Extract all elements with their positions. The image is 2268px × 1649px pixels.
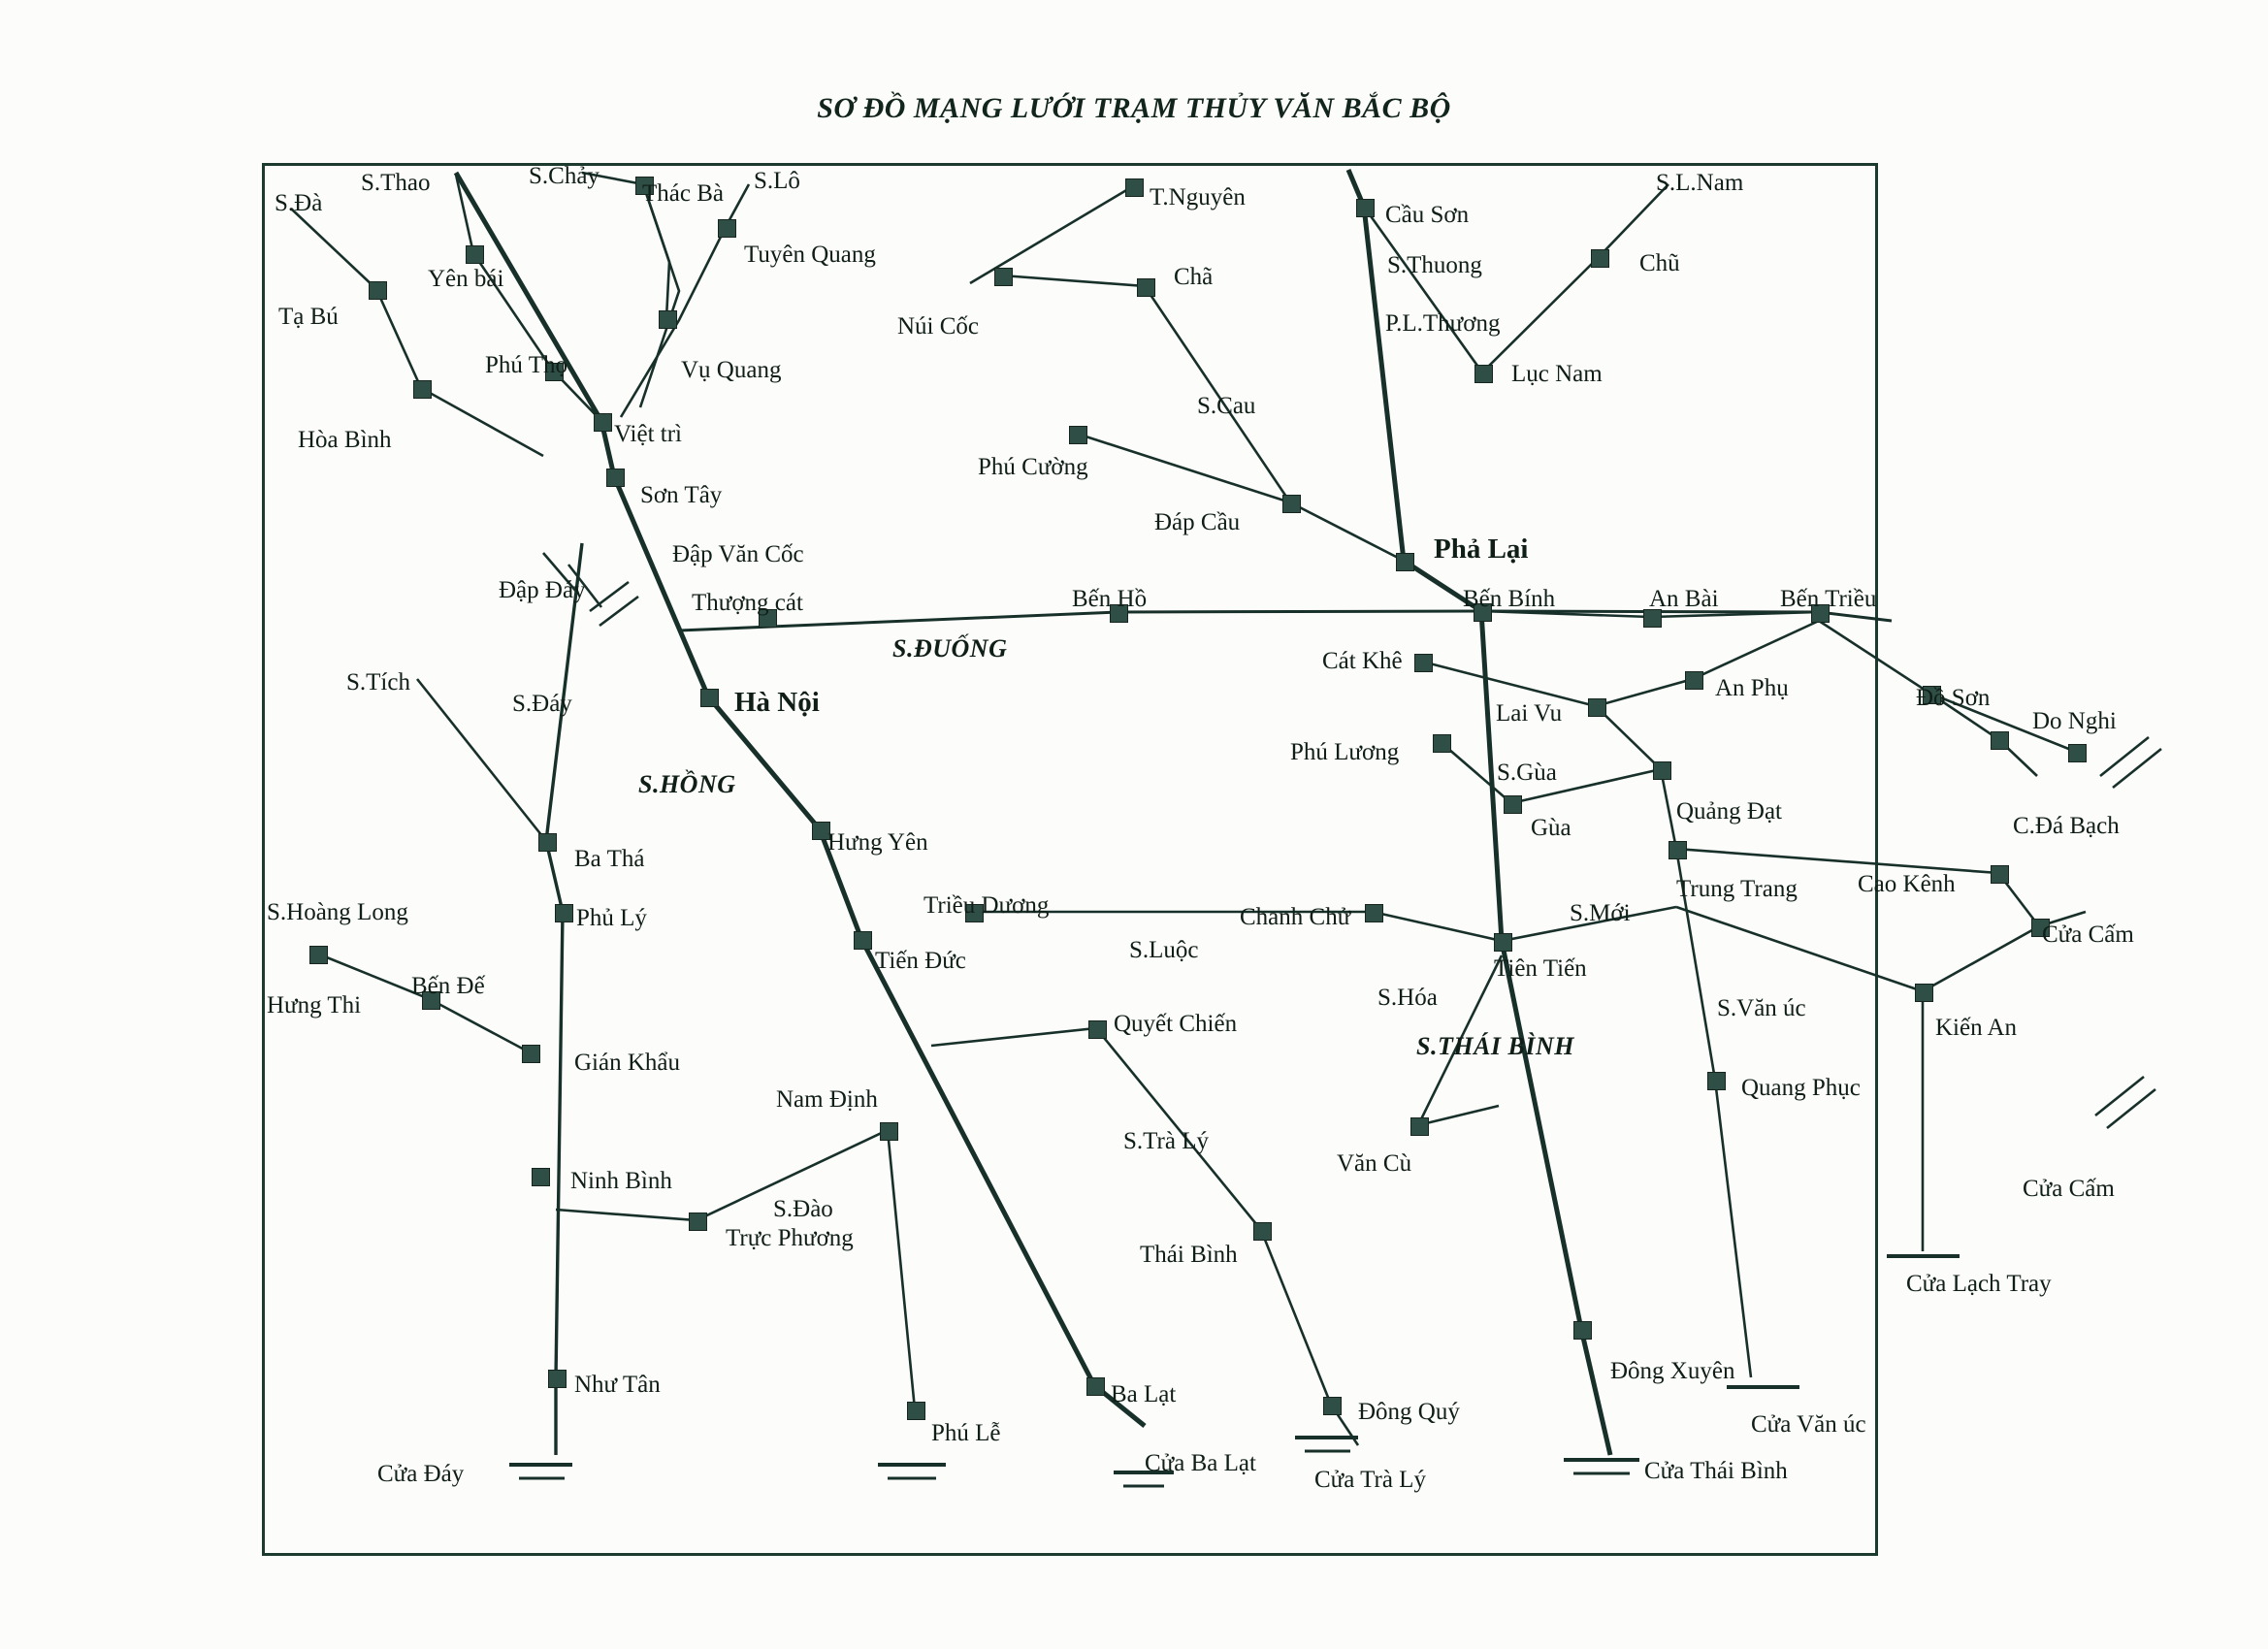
station-label: Cửa Văn úc	[1751, 1411, 1866, 1438]
station-label: Phú Lễ	[931, 1420, 1001, 1446]
station-marker[interactable]	[522, 1045, 540, 1063]
station-marker[interactable]	[1669, 841, 1687, 859]
station-label: T.Nguyên	[1150, 184, 1246, 210]
station-label: Bến Triều	[1780, 586, 1877, 612]
station-marker[interactable]	[689, 1212, 707, 1231]
station-marker[interactable]	[994, 268, 1013, 286]
station-label: P.L.Thương	[1385, 310, 1501, 337]
river-label: S.Đà	[275, 190, 323, 216]
station-marker[interactable]	[1125, 178, 1144, 197]
station-marker[interactable]	[1991, 865, 2009, 884]
river-label: S.Cau	[1197, 393, 1256, 419]
station-marker[interactable]	[1365, 904, 1383, 922]
station-label: Cửa Cấm	[2023, 1176, 2115, 1202]
station-marker[interactable]	[309, 946, 328, 964]
station-label: Ba Thá	[574, 846, 645, 872]
station-marker[interactable]	[1414, 654, 1433, 672]
station-marker[interactable]	[718, 219, 736, 238]
river-label: S.Lô	[754, 168, 800, 194]
river-label: S.Luộc	[1129, 937, 1199, 963]
river-label: S.HỒNG	[638, 770, 736, 798]
page-title: SƠ ĐỒ MẠNG LƯỚI TRẠM THỦY VĂN BẮC BỘ	[817, 92, 1451, 124]
station-marker[interactable]	[548, 1370, 567, 1388]
station-label: Cửa Thái Bình	[1644, 1458, 1788, 1484]
station-label: Đập Văn Cốc	[672, 541, 804, 567]
station-marker[interactable]	[1137, 278, 1155, 297]
station-marker[interactable]	[1069, 426, 1087, 444]
station-label: Hà Nội	[734, 687, 820, 718]
station-marker[interactable]	[1685, 671, 1703, 690]
station-marker[interactable]	[1086, 1377, 1105, 1396]
station-label: Trung Trang	[1676, 876, 1798, 902]
station-marker[interactable]	[854, 931, 872, 950]
station-label: An Bài	[1649, 586, 1719, 612]
station-label: Đồ Sơn	[1916, 685, 1991, 711]
station-label: Đông Quý	[1358, 1399, 1460, 1425]
station-marker[interactable]	[1323, 1397, 1342, 1415]
river-label: S.ĐUỐNG	[892, 634, 1008, 663]
river-label: S.L.Nam	[1656, 170, 1744, 196]
station-label: Phú Lương	[1290, 739, 1400, 765]
station-label: Cửa Ba Lạt	[1145, 1450, 1256, 1476]
station-marker[interactable]	[1396, 553, 1414, 571]
station-marker[interactable]	[555, 904, 573, 922]
station-marker[interactable]	[1282, 495, 1301, 513]
river-label: S.Thao	[361, 170, 431, 196]
station-label: Cửa Cấm	[2042, 922, 2134, 948]
station-label: Trực Phương	[726, 1225, 854, 1251]
station-marker[interactable]	[532, 1168, 550, 1186]
station-label: Núi Cốc	[897, 313, 980, 340]
station-label: Thượng cát	[692, 590, 803, 616]
station-marker[interactable]	[1707, 1072, 1726, 1090]
river-label: S.Hóa	[1377, 985, 1438, 1011]
station-marker[interactable]	[1356, 199, 1375, 217]
station-marker[interactable]	[413, 380, 432, 399]
station-label: Phú Cường	[978, 454, 1088, 480]
station-marker[interactable]	[907, 1402, 925, 1420]
station-marker[interactable]	[1915, 984, 1933, 1002]
station-marker[interactable]	[369, 281, 387, 300]
station-label: Quyết Chiến	[1114, 1011, 1238, 1037]
river-label: S.Chảy	[529, 163, 599, 189]
station-label: Cát Khê	[1322, 648, 1403, 674]
station-label: Ba Lạt	[1111, 1381, 1177, 1407]
station-label: Đáp Cầu	[1154, 509, 1241, 535]
river-label: S.Thuong	[1387, 252, 1482, 278]
station-marker[interactable]	[1494, 933, 1512, 952]
station-label: Quang Phục	[1741, 1075, 1861, 1101]
station-label: Sơn Tây	[640, 482, 723, 508]
station-marker[interactable]	[538, 833, 557, 852]
station-label: Cao Kênh	[1858, 871, 1956, 897]
station-label: Thác Bà	[642, 180, 724, 207]
station-label: Đập Đáy	[499, 577, 586, 603]
river-label: S.Hoàng Long	[267, 899, 408, 925]
station-label: Chanh Chử	[1240, 904, 1351, 930]
station-label: Bến Đế	[411, 973, 485, 999]
station-label: An Phụ	[1715, 675, 1789, 701]
river-label: S.Trà Lý	[1123, 1128, 1209, 1154]
station-label: Lục Nam	[1511, 361, 1603, 387]
station-marker[interactable]	[594, 413, 612, 432]
river-label: S.Đáy	[512, 691, 572, 717]
station-label: Phú Thọ	[485, 352, 567, 378]
river-label: S.Đào	[773, 1196, 833, 1222]
station-label: Chã	[1174, 264, 1214, 290]
station-marker[interactable]	[1088, 1020, 1107, 1039]
station-label: Hòa Bình	[298, 427, 392, 453]
station-label: Tiên Tiến	[1494, 955, 1587, 982]
station-marker[interactable]	[466, 245, 484, 264]
station-marker[interactable]	[880, 1122, 898, 1141]
station-label: Kiến An	[1935, 1015, 2018, 1041]
river-label: S.Gùa	[1497, 760, 1557, 786]
station-label: Văn Cù	[1337, 1150, 1412, 1177]
station-label: Tiến Đức	[875, 948, 966, 974]
station-marker[interactable]	[606, 469, 625, 487]
station-label: Do Nghi	[2032, 708, 2117, 734]
station-label: Cầu Sơn	[1385, 202, 1470, 228]
station-marker[interactable]	[1474, 365, 1493, 383]
station-marker[interactable]	[2068, 744, 2087, 762]
station-label: Đông Xuyên	[1610, 1358, 1735, 1384]
station-label: Cửa Đáy	[377, 1461, 465, 1487]
station-label: C.Đá Bạch	[2013, 813, 2120, 839]
station-label: Hưng Thi	[267, 992, 362, 1018]
river-label: S.Văn úc	[1717, 995, 1806, 1021]
station-label: Thái Bình	[1140, 1242, 1238, 1268]
station-marker[interactable]	[1588, 698, 1606, 717]
river-label: S.THÁI BÌNH	[1416, 1032, 1574, 1060]
station-marker[interactable]	[1253, 1222, 1272, 1241]
station-marker[interactable]	[1573, 1321, 1592, 1340]
station-marker[interactable]	[659, 310, 677, 329]
station-label: Ninh Bình	[570, 1168, 672, 1194]
station-label: Bến Bính	[1463, 586, 1556, 612]
station-label: Hưng Yên	[827, 829, 928, 856]
station-label: Gùa	[1531, 815, 1571, 841]
station-label: Việt trì	[614, 421, 683, 447]
station-label: Phả Lại	[1434, 534, 1529, 565]
station-marker[interactable]	[1653, 761, 1671, 780]
station-marker[interactable]	[1991, 731, 2009, 750]
station-label: Chũ	[1639, 250, 1680, 276]
station-label: Phủ Lý	[576, 905, 647, 931]
river-label: S.Mới	[1570, 900, 1631, 926]
station-label: Nam Định	[776, 1086, 878, 1113]
station-label: Cửa Trà Lý	[1314, 1467, 1426, 1493]
station-label: Như Tân	[574, 1372, 661, 1398]
station-label: Yên bái	[428, 266, 504, 292]
station-marker[interactable]	[700, 689, 719, 707]
station-marker[interactable]	[1591, 249, 1609, 268]
station-label: Lai Vu	[1496, 700, 1563, 727]
station-marker[interactable]	[1410, 1117, 1429, 1136]
station-label: Triều Dương	[923, 892, 1050, 919]
station-label: Gián Khẩu	[574, 1050, 680, 1076]
river-label: S.Tích	[346, 669, 410, 695]
station-marker[interactable]	[1433, 734, 1451, 753]
station-label: Cửa Lạch Tray	[1906, 1271, 2052, 1297]
station-marker[interactable]	[1504, 795, 1522, 814]
station-label: Tuyên Quang	[744, 242, 876, 268]
station-label: Vụ Quang	[681, 357, 782, 383]
station-label: Bến Hồ	[1072, 586, 1148, 612]
station-label: Tạ Bú	[278, 304, 339, 330]
station-label: Quảng Đạt	[1676, 798, 1782, 824]
